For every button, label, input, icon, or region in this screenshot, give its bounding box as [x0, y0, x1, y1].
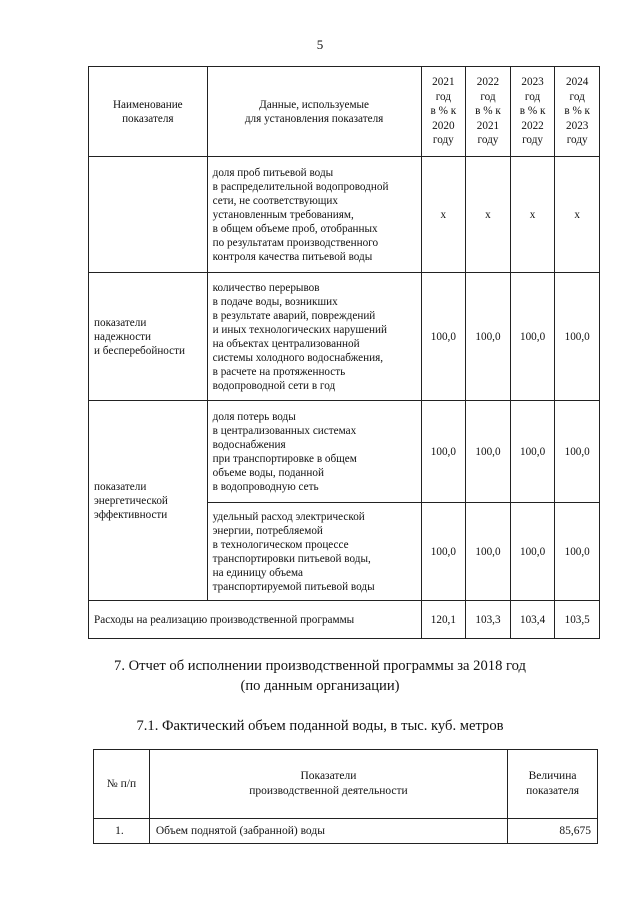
row-value: x [555, 157, 600, 273]
header-year-2021: 2021 год в % к 2020 году [421, 67, 466, 157]
page-number: 5 [316, 37, 324, 52]
row-value: 100,0 [421, 503, 466, 601]
header-indicator-name: Наименование показателя [89, 67, 208, 157]
table-row [89, 157, 600, 273]
total-label: Расходы на реализацию производственной программы [89, 601, 422, 639]
table-row [89, 401, 600, 503]
total-value: 103,5 [555, 601, 600, 639]
row-value: 100,0 [466, 503, 511, 601]
table-row [89, 273, 600, 401]
total-value: 103,4 [510, 601, 555, 639]
row-data-text: доля потерь воды в централизованных системах водоснабжения при транспортировке в общем объеме воды, поданной в водопроводную сеть [207, 401, 421, 503]
row-data-text: удельный расход электрической энергии, потребляемой в технологическом процессе транспортировки питьевой воды, на единицу объема транспортируемой питьевой воды [207, 503, 421, 601]
table-row [94, 819, 598, 844]
header-year-2023: 2023 год в % к 2022 году [510, 67, 555, 157]
row-value: 100,0 [510, 503, 555, 601]
row-value: 100,0 [555, 401, 600, 503]
water-volume-table [93, 749, 598, 844]
header-value: Величина показателя [508, 750, 598, 819]
row-indicator-name: показатели энергетической эффективности [89, 401, 208, 601]
section-7-1-title: 7.1. Фактический объем поданной воды, в тыс. куб. метров [136, 718, 504, 734]
row-value: 85,675 [508, 819, 598, 844]
header-data-used: Данные, используемые для установления показателя [207, 67, 421, 157]
indicators-table [88, 66, 600, 639]
row-value: 100,0 [466, 401, 511, 503]
row-value: 100,0 [466, 273, 511, 401]
row-indicator: Объем поднятой (забранной) воды [149, 819, 507, 844]
header-indicator: Показатели производственной деятельности [149, 750, 507, 819]
total-value: 120,1 [421, 601, 466, 639]
row-indicator-name: показатели надежности и бесперебойности [89, 273, 208, 401]
header-year-2022: 2022 год в % к 2021 году [466, 67, 511, 157]
row-number: 1. [94, 819, 150, 844]
row-value: x [466, 157, 511, 273]
row-value: x [421, 157, 466, 273]
row-value: 100,0 [555, 273, 600, 401]
row-indicator-name [89, 157, 208, 273]
total-value: 103,3 [466, 601, 511, 639]
table-header-row [89, 67, 600, 157]
row-data-text: доля проб питьевой воды в распределительной водопроводной сети, не соответствующих установленным требованиям, в общем объеме проб, отобранных по результатам производственного контроля качества питьевой воды [207, 157, 421, 273]
header-year-2024: 2024 год в % к 2023 году [555, 67, 600, 157]
row-value: 100,0 [510, 273, 555, 401]
row-value: 100,0 [421, 273, 466, 401]
row-data-text: количество перерывов в подаче воды, возникших в результате аварий, повреждений и иных технологических нарушений на объектах централизованной системы холодного водоснабжения, в расчете на протяженность водопроводной сети в год [207, 273, 421, 401]
row-value: 100,0 [555, 503, 600, 601]
row-value: 100,0 [421, 401, 466, 503]
row-value: x [510, 157, 555, 273]
total-row [89, 601, 600, 639]
row-value: 100,0 [510, 401, 555, 503]
section-7-title: 7. Отчет об исполнении производственной программы за 2018 год (по данным организации) [114, 658, 526, 694]
table-header-row [94, 750, 598, 819]
header-number: № п/п [94, 750, 150, 819]
